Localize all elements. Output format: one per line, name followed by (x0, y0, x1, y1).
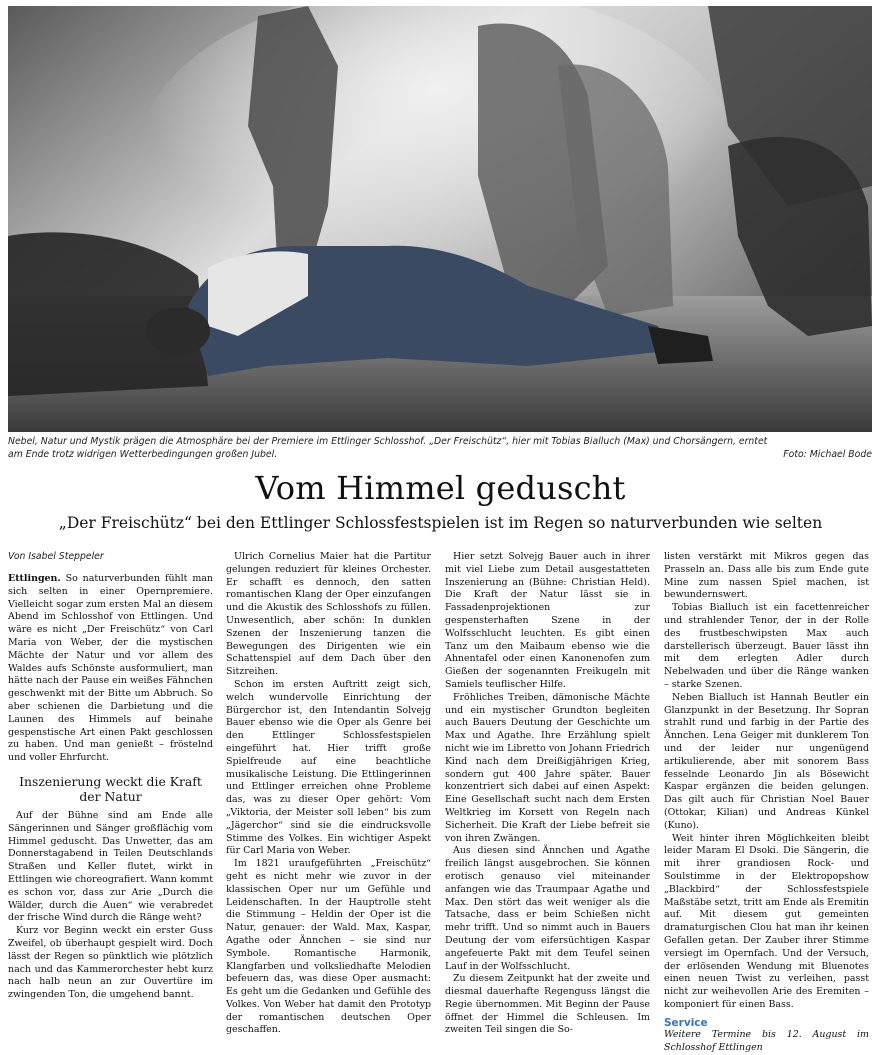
photo-credit: Foto: Michael Bode (783, 448, 872, 460)
paragraph: Aus diesen sind Ännchen und Agathe freilich längst ausgebrochen. Sie können erotisch genauso viel miteinander anfangen wie das Traumpaar Agathe und Max. Den stört das weit weniger als die Tatsache, dass er beim Schießen nicht mehr trifft. Und so nimmt auch in Bauers Deutung der vom eifersüchtigen Kaspar angefeuerte Pakt mit dem Teufel seinen Lauf in der Wolfsschlucht. (445, 845, 650, 972)
paragraph: Im 1821 uraufgeführten „Freischütz“ geht es nicht mehr wie zuvor in der klassischen Oper nur um Gefühle und Leidenschaften. In der Hauptrolle steht die Stimmung – Heldin der Oper ist die Natur, genauer: der Wald. Max, Kaspar, Agathe oder Ännchen – sie sind nur Symbole. Romantische Harmonik, Klangfarben und volksliedhafte Melodien befeuern das, was diese Oper ausmacht: Es geht um die Gedanken und Gefühle des Volkes. Von Weber hat damit den Prototyp der romantischen deutschen Oper geschaffen. (226, 858, 431, 1036)
photo-caption (8, 436, 872, 461)
paragraph: Weit hinter ihren Möglichkeiten bleibt leider Maram El Dsoki. Die Sängerin, die mit ihrer grandiosen Rock- und Soulstimme in der Elektropopshow „Blackbird“ der Schlossfestspiele Maßstäbe setzt, tritt am Ende als Eremitin auf. Mit diesem gut gemeinten dramaturgischen Clou hat man ihr keinen Gefallen getan. Der Zauber ihrer Stimme versiegt im Opernfach. Und der Versuch, der erlösenden Wendung mit Bluenotes einen neuen Twist zu verleihen, passt nicht zur weihevollen Arie des Eremiten – komponiert für einen Bass. (664, 832, 869, 1010)
paragraph (8, 573, 213, 765)
article-column-3 (445, 551, 650, 1037)
paragraph: listen verstärkt mit Mikros gegen das Prasseln an. Dass alle bis zum Ende gute Mine zum nassen Spiel machen, ist bewundernswert. (664, 551, 869, 601)
paragraph: Schon im ersten Auftritt zeigt sich, welch wundervolle Einrichtung der Bürgerchor ist, den Intendantin Solvejg Bauer ebenso wie die Oper als Genre bei den Ettlinger Schlossfestspielen eingeführt hat. Hier trifft große Spielfreude auf eine beachtliche musikalische Leistung. Die Ettlingerinnen und Ettlinger erreichen ohne Probleme das, was zu dieser Oper gehört: Vom „Viktoria, der Meister soll leben“ bis zum „Jägerchor“ sind sie die eindrucksvolle Stimme des Volkes. Ein wichtiger Aspekt für Carl Maria von Weber. (226, 678, 431, 857)
paragraph: Zu diesem Zeitpunkt hat der zweite und diesmal dauerhafte Regenguss längst die Regie übernommen. Mit Beginn der Pause öffnet der Himmel die Schleusen. Im zweiten Teil singen die So- (445, 973, 650, 1036)
stage-photo-illustration (8, 6, 872, 432)
article-column-2 (226, 551, 431, 1037)
paragraph: Tobias Bialluch ist ein facettenreicher und strahlender Tenor, der in der Rolle des frustbeschwipsten Max auch darstellerisch überzeugt. Bauer lässt ihn mit dem erlegten Adler durch Nebelwaden und über die Ränge wanken – starke Szenen. (664, 602, 869, 690)
paragraph: Neben Bialluch ist Hannah Beutler ein Glanzpunkt in der Besetzung. Ihr Sopran strahlt rund und farbig in der Partie des Ännchen. Lena Geiger mit dunklerem Ton und der leider nur ungenügend artikulierende, aber mit sonorem Bass fesselnde Leonardo Jin als Bösewicht Kaspar ergänzen die beiden gelungen. Das gilt auch für Christian Noel Bauer (Ottokar, Kilian) und Andreas Künkel (Kuno). (664, 691, 869, 831)
paragraph-text: So naturverbunden fühlt man sich selten in einer Opernpremiere. Vielleicht sogar zum ersten Mal an diesem Abend im Schlosshof von Ettlingen. Und wäre es nicht „Der Freischütz“ von Carl Maria von Weber, der die mystischen Mächte der Natur und vor allem des Waldes aufs Schönste ausformuliert, man hätte nach der Pause ein weißes Fähnchen geschwenkt mit der Bitte um Abbruch. So aber schienen die Darbietung und die Launen des Himmels auf beinahe gespenstische Art einen Pakt geschlossen zu haben. Und man genießt – fröstelnd und voller Ehrfurcht. (8, 573, 213, 764)
article-photo (8, 6, 872, 432)
byline: Von Isabel Steppeler (8, 551, 104, 562)
paragraph: Kurz vor Beginn weckt ein erster Guss Zweifel, ob überhaupt gespielt wird. Doch lässt der Regen so pünktlich wie plötzlich nach und das Kammerorchester hebt kurz nach halb neun an zur Ouvertüre im zwingenden Ton, die umgehend bannt. (8, 925, 213, 1001)
article-column-1 (8, 573, 213, 1002)
headline: Vom Himmel geduscht (255, 469, 626, 507)
paragraph: Ulrich Cornelius Maier hat die Partitur gelungen reduziert für kleines Orchester. Er schafft es dennoch, den satten romantischen Klang der Oper einzufangen und die Akustik des Schlosshofs zu füllen. Unwesentlich, aber schön: In dunklen Szenen der Inszenierung tanzen die Bewegungen des Dirigenten wie ein Schattenspiel auf dem Dach über den Sitzreihen. (226, 551, 431, 678)
caption-text: Nebel, Natur und Mystik prägen die Atmosphäre bei der Premiere im Ettlinger Schlosshof. „Der Freischütz“, hier mit Tobias Bialluch (Max) und Chorsängern, erntet am Ende trotz widrigen Wetterbedingungen großen Jubel. (8, 436, 768, 460)
service-text: Weitere Termine bis 12. August im Schlosshof Ettlingen (664, 1029, 869, 1054)
service-label: Service (664, 1016, 708, 1029)
paragraph: Auf der Bühne sind am Ende alle Sängerinnen und Sänger großflächig vom Himmel geduscht. Das Unwetter, das am Donnerstagabend in Teilen Deutschlands Straßen und Keller flutet, wirkt in Ettlingen wie choreografiert. Wann kommt es schon vor, dass zur Arie „Durch die Wälder, durch die Auen“ wie verabredet der frische Wind durch die Ränge weht? (8, 809, 213, 924)
article-column-4 (664, 551, 869, 1055)
intertitle: Inszenierung weckt die Kraft der Natur (19, 773, 202, 805)
dateline: Ettlingen. (8, 573, 61, 584)
paragraph: Fröhliches Treiben, dämonische Mächte und ein mystischer Grundton begleiten auch Bauers Deutung der Geschichte um Max und Agathe. Ihre Erzählung spielt nicht wie im Libretto von Johann Friedrich Kind nach dem Dreißigjährigen Krieg, sondern gut 400 Jahre später. Bauer konzentriert sich dabei auf einen Aspekt: Eine Gesellschaft sucht nach dem Ersten Weltkrieg im Korsett von Regeln nach Sicherheit. Die Kraft der Liebe befreit sie von ihren Zwängen. (445, 691, 650, 844)
paragraph: Hier setzt Solvejg Bauer auch in ihrer mit viel Liebe zum Detail ausgestatteten Inszenierung an (Bühne: Christian Held). Die Kraft der Natur lässt sie in Fassadenprojektionen zur gespensterhaften Szene in der Wolfsschlucht leuchten. Es gibt einen Tanz um den Maibaum ebenso wie die Ahnentafel oder einen Kanonenofen zum Gießen der sogenannten Freikugeln mit Samiels teuflischer Hilfe. (445, 551, 650, 690)
subheadline: „Der Freischütz“ bei den Ettlinger Schlossfestspielen ist im Regen so naturverbunden wie selten (58, 514, 823, 532)
